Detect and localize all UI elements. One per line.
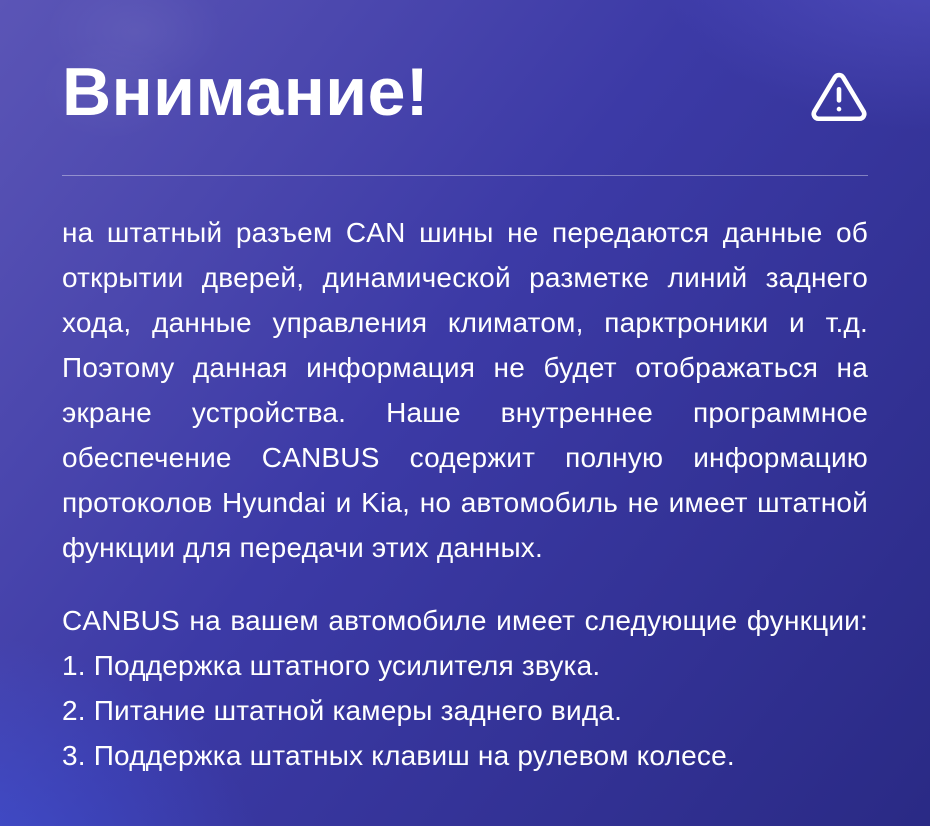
list-item: 2. Питание штатной камеры заднего вида. [62,695,623,726]
header [62,0,868,131]
paragraph-line: хода, данные управления климатом, парктроники и т.д. [62,307,868,338]
divider [62,175,868,176]
alert-triangle-icon [810,68,868,131]
canbus-warning-paragraph [62,210,868,570]
page-title: Внимание! [62,54,430,130]
canbus-functions-section [62,598,868,778]
paragraph-line: протоколов Hyundai и Kia, но автомобиль не имеет штатной [62,487,868,518]
list-item: 3. Поддержка штатных клавиш на рулевом колесе. [62,740,735,771]
paragraph-line: Поэтому данная информация не будет отображаться на [62,352,868,383]
canbus-functions-heading: CANBUS на вашем автомобиле имеет следующие функции: [62,605,868,636]
paragraph-line: обеспечение CANBUS содержит полную информацию [62,442,868,473]
list-item: 1. Поддержка штатного усилителя звука. [62,650,601,681]
paragraph-line: на штатный разъем CAN шины не передаются данные об [62,217,868,248]
paragraph-line: функции для передачи этих данных. [62,532,543,563]
paragraph-line: экране устройства. Наше внутреннее программное [62,397,868,428]
paragraph-line: открытии дверей, динамической разметке линий заднего [62,262,868,293]
